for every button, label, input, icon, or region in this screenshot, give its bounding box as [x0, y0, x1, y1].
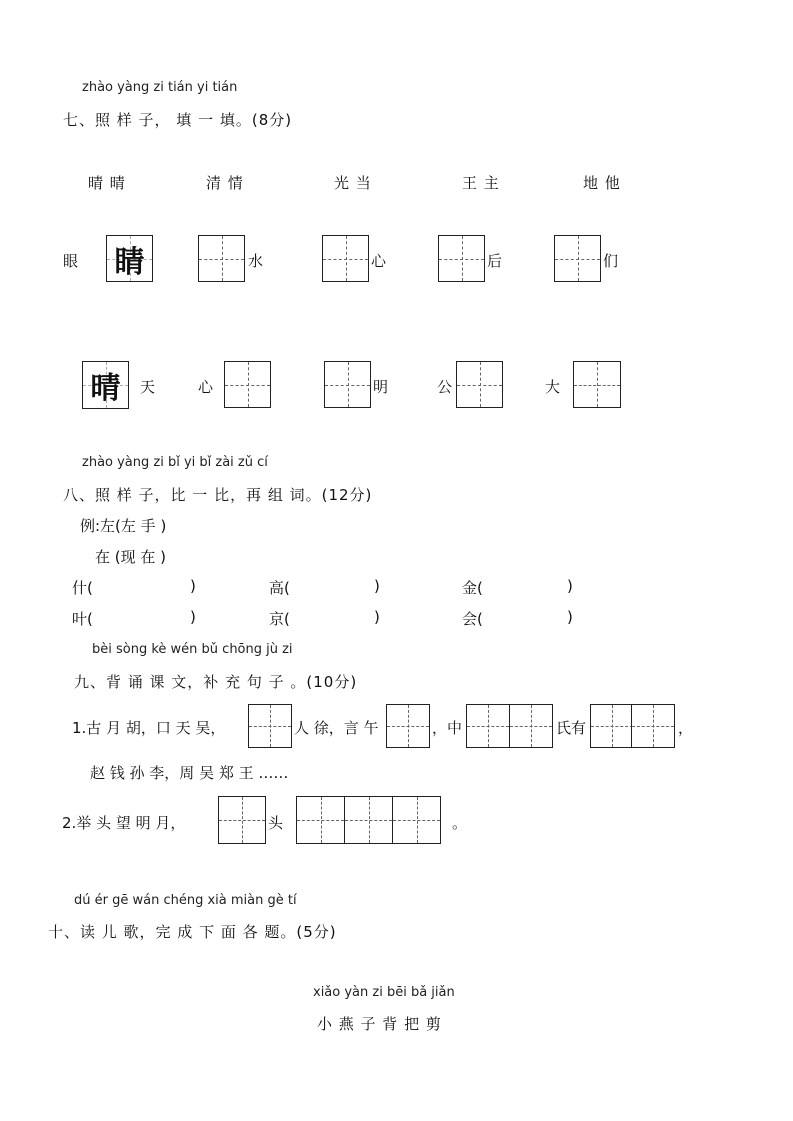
- s9-line2: 赵 钱 孙 李，周 吴 郑 王 ……: [90, 764, 289, 782]
- s7-r1-label-3: 后: [487, 252, 503, 270]
- s9-line1-c: ，中: [432, 719, 463, 737]
- s7-r1-box-1[interactable]: [198, 235, 245, 282]
- s8-item-4-close: ): [190, 608, 196, 626]
- s9-l3-box-1[interactable]: [218, 796, 266, 844]
- s8-example-2: 在 (现 在 ): [95, 548, 167, 566]
- s8-pinyin: zhào yàng zi bǐ yi bǐ zài zǔ cí: [82, 455, 268, 470]
- s7-r2-box-2[interactable]: [324, 361, 371, 408]
- s8-item-2-open: 高(: [269, 579, 290, 597]
- s9-title: 九、背 诵 课 文，补 充 句 子 。(10分): [74, 673, 358, 691]
- s8-item-1-open: 什(: [72, 579, 93, 597]
- s9-line1-e: ，: [678, 719, 694, 737]
- s8-item-6-open: 会(: [462, 610, 483, 628]
- s9-line3-c: 。: [452, 814, 468, 832]
- s7-pair-1: 晴 晴: [88, 174, 126, 192]
- s8-item-5-open: 京(: [269, 610, 290, 628]
- s7-pair-3: 光 当: [334, 174, 372, 192]
- s7-r2-example-box: [82, 361, 129, 409]
- s7-pair-4: 王 主: [462, 174, 500, 192]
- s7-r2-example-char: 晴: [90, 371, 121, 406]
- s8-example-1: 例:左(左 手 ): [80, 517, 167, 535]
- s8-item-3-close: ): [567, 577, 573, 595]
- s9-l1-box-4[interactable]: [509, 704, 553, 748]
- s9-pinyin: bèi sòng kè wén bǔ chōng jù zi: [92, 642, 293, 657]
- s7-r2-box-1[interactable]: [224, 361, 271, 408]
- s7-r2-label-1: 心: [198, 378, 214, 396]
- s7-r1-box-2[interactable]: [322, 235, 369, 282]
- s7-r1-example-char: 睛: [114, 244, 145, 280]
- s7-r1-prefix: 眼: [63, 252, 79, 270]
- s7-pinyin: zhào yàng zi tián yi tián: [82, 80, 238, 95]
- s7-r2-box-4[interactable]: [573, 361, 621, 408]
- s9-line1-a: 1.古 月 胡，口 天 吴，: [72, 719, 226, 737]
- s7-r1-example-box: [106, 235, 153, 282]
- s7-r2-label-3: 公: [437, 378, 453, 396]
- s7-pair-2: 清 情: [206, 174, 244, 192]
- s7-r1-label-1: 水: [248, 252, 264, 270]
- s7-pair-5: 地 他: [583, 174, 621, 192]
- s9-l1-box-6[interactable]: [631, 704, 675, 748]
- s7-r1-box-3[interactable]: [438, 235, 485, 282]
- s8-item-6-close: ): [567, 608, 573, 626]
- s9-line1-d: 氏有: [556, 719, 587, 737]
- s9-line3-b: 头: [268, 814, 284, 832]
- s7-r2-ex-label: 天: [140, 378, 156, 396]
- s10-poem-title: 小 燕 子 背 把 剪: [317, 1015, 442, 1033]
- s7-r2-label-2: 明: [373, 378, 389, 396]
- s9-l1-box-2[interactable]: [386, 704, 430, 748]
- s8-item-4-open: 叶(: [72, 610, 93, 628]
- s10-poem-pinyin: xiǎo yàn zi bēi bǎ jiǎn: [313, 985, 455, 1000]
- s9-l3-box-2[interactable]: [296, 796, 345, 844]
- s8-title: 八、照 样 子，比 一 比，再 组 词。(12分): [63, 486, 373, 504]
- s9-l1-box-1[interactable]: [248, 704, 292, 748]
- s7-r1-box-4[interactable]: [554, 235, 601, 282]
- s7-r2-box-3[interactable]: [456, 361, 503, 408]
- s9-l1-box-5[interactable]: [590, 704, 634, 748]
- s8-item-2-close: ): [374, 577, 380, 595]
- s7-r1-label-2: 心: [371, 252, 387, 270]
- s9-l3-box-3[interactable]: [344, 796, 393, 844]
- s9-l3-box-4[interactable]: [392, 796, 441, 844]
- s7-r1-label-4: 们: [603, 252, 619, 270]
- s7-r2-label-4: 大: [545, 378, 561, 396]
- s8-item-3-open: 金(: [462, 579, 483, 597]
- s10-title: 十、读 儿 歌，完 成 下 面 各 题。(5分): [48, 923, 337, 941]
- s9-line3-a: 2.举 头 望 明 月，: [62, 814, 186, 832]
- s9-l1-box-3[interactable]: [466, 704, 510, 748]
- s7-title: 七、照 样 子， 填 一 填。(8分): [63, 111, 293, 129]
- s9-line1-b: 人 徐，言 午: [294, 719, 379, 737]
- s8-item-1-close: ): [190, 577, 196, 595]
- s8-item-5-close: ): [374, 608, 380, 626]
- s10-pinyin: dú ér gē wán chéng xià miàn gè tí: [74, 893, 297, 908]
